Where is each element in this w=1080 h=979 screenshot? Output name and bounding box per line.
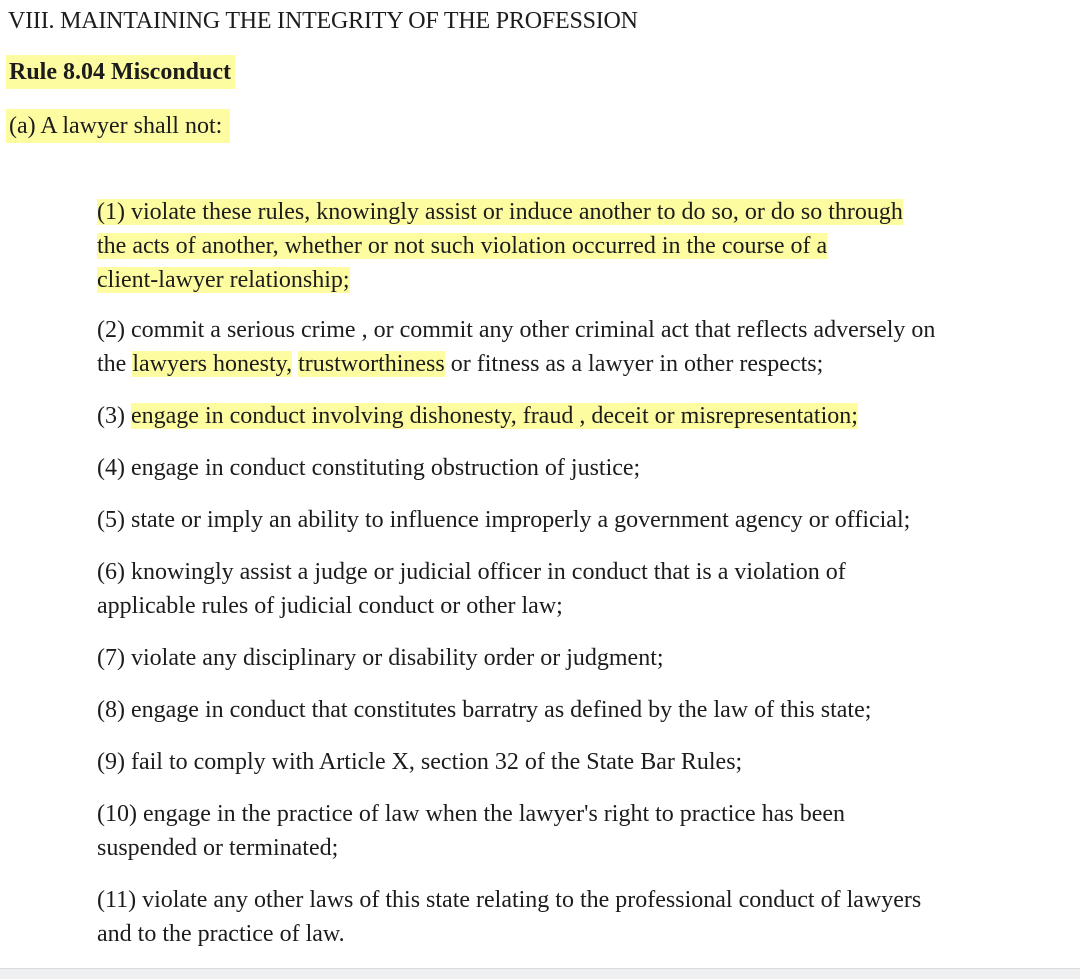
list-item-2 <box>97 313 1072 381</box>
item-3-prefix: (3) <box>97 403 131 429</box>
item-6-line-1: (6) knowingly assist a judge or judicial officer in conduct that is a violation of <box>97 559 846 585</box>
item-2-highlight-1: lawyers honesty, <box>132 351 293 377</box>
misconduct-list <box>97 195 1072 951</box>
list-item-5: (5) state or imply an ability to influence improperly a government agency or official; <box>97 507 911 533</box>
intro-clause: (a) A lawyer shall not: <box>6 109 230 143</box>
item-2-highlight-2: trustworthiness <box>298 351 445 377</box>
item-10-line-1: (10) engage in the practice of law when the lawyer's right to practice has been <box>97 801 846 827</box>
rule-title: Rule 8.04 Misconduct <box>6 55 235 89</box>
item-10-line-2: suspended or terminated; <box>97 835 339 861</box>
item-2-text-b: or fitness as a lawyer in other respects; <box>444 351 824 377</box>
item-3-highlight: engage in conduct involving dishonesty, fraud , deceit or misrepresentation; <box>130 403 858 429</box>
item-1-line-3: client-lawyer relationship; <box>97 267 350 293</box>
list-item-9: (9) fail to comply with Article X, section 32 of the State Bar Rules; <box>97 749 743 775</box>
item-2-text-a: the <box>97 351 133 377</box>
item-2-line-1: (2) commit a serious crime , or commit any other criminal act that reflects adversely on <box>97 317 936 343</box>
list-item-6 <box>97 555 1072 623</box>
list-item-4: (4) engage in conduct constituting obstruction of justice; <box>97 455 641 481</box>
item-6-line-2: applicable rules of judicial conduct or other law; <box>97 593 563 619</box>
list-item-8: (8) engage in conduct that constitutes barratry as defined by the law of this state; <box>97 697 872 723</box>
list-item-1 <box>97 195 1072 297</box>
list-item-3 <box>97 399 1072 433</box>
item-11-line-1: (11) violate any other laws of this state relating to the professional conduct of lawyers <box>97 887 922 913</box>
list-item-11 <box>97 883 1072 951</box>
section-title: VIII. MAINTAINING THE INTEGRITY OF THE PROFESSION <box>8 8 638 34</box>
item-11-line-2: and to the practice of law. <box>97 921 345 947</box>
list-item-7: (7) violate any disciplinary or disability order or judgment; <box>97 645 664 671</box>
item-1-line-2: the acts of another, whether or not such violation occurred in the course of a <box>97 233 828 259</box>
list-item-10 <box>97 797 1072 865</box>
bottom-edge <box>0 968 1080 979</box>
item-1-line-1: (1) violate these rules, knowingly assist or induce another to do so, or do so through <box>97 199 903 225</box>
